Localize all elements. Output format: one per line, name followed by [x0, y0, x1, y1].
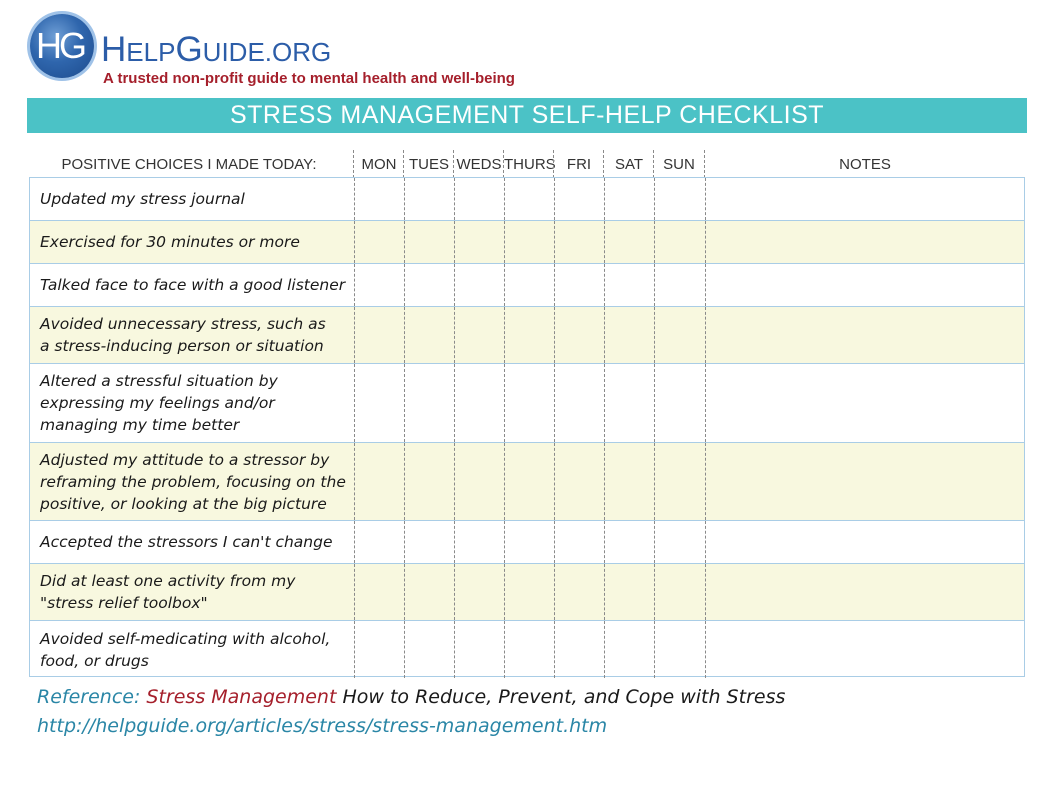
checklist-row [30, 307, 1024, 364]
checklist-row [30, 178, 1024, 221]
column-divider [354, 264, 355, 306]
day-checkbox-cell-weds[interactable] [455, 364, 504, 442]
reference-label: Reference: [37, 686, 141, 708]
notes-column-header: NOTES [839, 156, 891, 173]
day-checkbox-cell-sat[interactable] [605, 264, 654, 306]
day-checkbox-cell-sat[interactable] [605, 178, 654, 220]
day-checkbox-cell-thurs[interactable] [505, 307, 554, 363]
column-divider [654, 564, 655, 620]
day-checkbox-cell-weds[interactable] [455, 564, 504, 620]
column-divider [503, 150, 504, 178]
column-divider [654, 443, 655, 520]
day-header-tues: TUES [408, 156, 449, 173]
day-checkbox-cell-mon[interactable] [355, 178, 404, 220]
column-divider [404, 178, 405, 220]
helpguide-logo [30, 14, 94, 78]
column-divider [653, 150, 654, 178]
column-divider [554, 564, 555, 620]
column-divider [504, 364, 505, 442]
day-checkbox-cell-weds[interactable] [455, 521, 504, 563]
column-divider [554, 521, 555, 563]
day-checkbox-cell-tues[interactable] [405, 221, 454, 263]
checklist-row [30, 443, 1024, 521]
day-checkbox-cell-sun[interactable] [655, 221, 705, 263]
column-divider [504, 521, 505, 563]
day-checkbox-cell-mon[interactable] [355, 443, 404, 520]
checklist-item-label: Accepted the stressors I can't change [40, 533, 333, 551]
checklist-row [30, 221, 1024, 264]
column-divider [604, 264, 605, 306]
day-checkbox-cell-tues[interactable] [405, 564, 454, 620]
column-divider [354, 364, 355, 442]
column-divider [654, 178, 655, 220]
column-divider [705, 521, 706, 563]
column-divider [404, 221, 405, 263]
tagline: A trusted non-profit guide to mental health and well-being [103, 70, 515, 87]
checklist-item-label: Avoided unnecessary stress, such as a stress-inducing person or situation [40, 315, 326, 355]
column-divider [654, 364, 655, 442]
day-checkbox-cell-sat[interactable] [605, 364, 654, 442]
day-checkbox-cell-thurs[interactable] [505, 264, 554, 306]
column-divider [705, 621, 706, 678]
column-divider [603, 150, 604, 178]
day-checkbox-cell-sat[interactable] [605, 307, 654, 363]
day-checkbox-cell-mon[interactable] [355, 621, 404, 678]
column-divider [705, 443, 706, 520]
column-divider [504, 307, 505, 363]
day-checkbox-cell-mon[interactable] [355, 307, 404, 363]
column-divider [705, 178, 706, 220]
day-checkbox-cell-fri[interactable] [555, 264, 604, 306]
day-checkbox-cell-fri[interactable] [555, 564, 604, 620]
column-divider [504, 443, 505, 520]
day-checkbox-cell-fri[interactable] [555, 621, 604, 678]
notes-cell[interactable] [706, 521, 1024, 563]
column-divider [454, 178, 455, 220]
column-divider [604, 521, 605, 563]
column-divider [654, 221, 655, 263]
day-checkbox-cell-mon[interactable] [355, 364, 404, 442]
checklist-row [30, 364, 1024, 443]
column-divider [604, 178, 605, 220]
day-checkbox-cell-sun[interactable] [655, 178, 705, 220]
day-checkbox-cell-weds[interactable] [455, 264, 504, 306]
day-checkbox-cell-weds[interactable] [455, 178, 504, 220]
day-checkbox-cell-mon[interactable] [355, 264, 404, 306]
notes-cell[interactable] [706, 307, 1024, 363]
column-divider [404, 621, 405, 678]
column-divider [404, 264, 405, 306]
column-divider [504, 178, 505, 220]
column-divider [454, 621, 455, 678]
column-divider [604, 621, 605, 678]
checklist-item-label: Talked face to face with a good listener [40, 276, 346, 294]
day-checkbox-cell-fri[interactable] [555, 221, 604, 263]
column-divider [454, 521, 455, 563]
reference-description: How to Reduce, Prevent, and Cope with Stress [342, 686, 786, 708]
checklist-item-label: Altered a stressful situation by expressing my feelings and/or managing my time better [40, 372, 278, 434]
day-checkbox-cell-weds[interactable] [455, 621, 504, 678]
column-divider [654, 521, 655, 563]
day-checkbox-cell-thurs[interactable] [505, 221, 554, 263]
column-divider [554, 264, 555, 306]
column-divider [554, 178, 555, 220]
column-divider [404, 443, 405, 520]
day-checkbox-cell-sat[interactable] [605, 521, 654, 563]
day-checkbox-cell-fri[interactable] [555, 178, 604, 220]
notes-cell[interactable] [706, 564, 1024, 620]
column-divider [553, 150, 554, 178]
column-divider [454, 307, 455, 363]
day-checkbox-cell-sun[interactable] [655, 443, 705, 520]
notes-cell[interactable] [706, 264, 1024, 306]
reference-line [37, 686, 785, 708]
column-divider [705, 264, 706, 306]
reference-link[interactable]: Stress Management [146, 686, 337, 708]
day-checkbox-cell-weds[interactable] [455, 221, 504, 263]
column-divider [354, 443, 355, 520]
notes-cell[interactable] [706, 178, 1024, 220]
column-divider [354, 621, 355, 678]
column-divider [604, 221, 605, 263]
day-checkbox-cell-thurs[interactable] [505, 564, 554, 620]
column-divider [705, 364, 706, 442]
day-header-thurs: THURS [504, 156, 556, 173]
checklist-row [30, 621, 1024, 678]
day-checkbox-cell-fri[interactable] [555, 307, 604, 363]
column-divider [504, 264, 505, 306]
choices-column-header: POSITIVE CHOICES I MADE TODAY: [61, 156, 317, 173]
day-header-weds: WEDS [456, 156, 502, 173]
page-title: STRESS MANAGEMENT SELF-HELP CHECKLIST [27, 98, 1027, 133]
day-checkbox-cell-thurs[interactable] [505, 443, 554, 520]
column-divider [504, 564, 505, 620]
notes-cell[interactable] [706, 621, 1024, 678]
day-checkbox-cell-sat[interactable] [605, 221, 654, 263]
day-checkbox-cell-sat[interactable] [605, 564, 654, 620]
checklist-item-label: Updated my stress journal [40, 190, 245, 208]
day-header-mon: MON [361, 156, 397, 173]
column-divider [554, 307, 555, 363]
checklist-row [30, 264, 1024, 307]
column-divider [454, 264, 455, 306]
day-checkbox-cell-weds[interactable] [455, 307, 504, 363]
brand-name: HELPGUIDE.ORG [101, 30, 332, 69]
day-checkbox-cell-sun[interactable] [655, 564, 705, 620]
checklist-row [30, 564, 1024, 621]
column-divider [454, 443, 455, 520]
column-divider [604, 307, 605, 363]
checklist-item-label: Exercised for 30 minutes or more [40, 233, 300, 251]
column-divider [554, 221, 555, 263]
day-checkbox-cell-sun[interactable] [655, 521, 705, 563]
day-checkbox-cell-mon[interactable] [355, 221, 404, 263]
day-checkbox-cell-fri[interactable] [555, 443, 604, 520]
day-checkbox-cell-tues[interactable] [405, 364, 454, 442]
column-divider [404, 307, 405, 363]
day-checkbox-cell-mon[interactable] [355, 521, 404, 563]
column-divider [454, 564, 455, 620]
day-checkbox-cell-tues[interactable] [405, 443, 454, 520]
day-checkbox-cell-tues[interactable] [405, 521, 454, 563]
day-checkbox-cell-tues[interactable] [405, 178, 454, 220]
day-checkbox-cell-tues[interactable] [405, 264, 454, 306]
column-divider [705, 307, 706, 363]
column-divider [353, 150, 354, 178]
column-divider [354, 521, 355, 563]
day-checkbox-cell-sun[interactable] [655, 621, 705, 678]
day-checkbox-cell-thurs[interactable] [505, 521, 554, 563]
column-divider [705, 564, 706, 620]
day-checkbox-cell-mon[interactable] [355, 564, 404, 620]
notes-cell[interactable] [706, 443, 1024, 520]
day-checkbox-cell-tues[interactable] [405, 307, 454, 363]
column-divider [354, 307, 355, 363]
day-checkbox-cell-sun[interactable] [655, 264, 705, 306]
checklist-item-label: Did at least one activity from my "stress relief toolbox" [40, 572, 296, 612]
day-checkbox-cell-sun[interactable] [655, 307, 705, 363]
column-divider [354, 221, 355, 263]
column-divider [554, 621, 555, 678]
column-divider [354, 564, 355, 620]
column-divider [705, 221, 706, 263]
column-divider [454, 364, 455, 442]
column-divider [654, 307, 655, 363]
checklist-table [29, 177, 1025, 677]
column-divider [554, 443, 555, 520]
column-divider [654, 264, 655, 306]
column-divider [454, 221, 455, 263]
column-divider [604, 443, 605, 520]
column-divider [604, 564, 605, 620]
day-checkbox-cell-thurs[interactable] [505, 364, 554, 442]
notes-cell[interactable] [706, 221, 1024, 263]
day-header-sun: SUN [663, 156, 695, 173]
day-checkbox-cell-sat[interactable] [605, 621, 654, 678]
reference-url[interactable]: http://helpguide.org/articles/stress/stress-management.htm [37, 715, 608, 737]
column-divider [504, 621, 505, 678]
notes-cell[interactable] [706, 364, 1024, 442]
day-checkbox-cell-fri[interactable] [555, 521, 604, 563]
column-divider [554, 364, 555, 442]
column-divider [403, 150, 404, 178]
day-checkbox-cell-thurs[interactable] [505, 621, 554, 678]
day-checkbox-cell-fri[interactable] [555, 364, 604, 442]
column-divider [404, 364, 405, 442]
checklist-item-label: Adjusted my attitude to a stressor by reframing the problem, focusing on the positive, or looking at the big picture [40, 450, 346, 513]
day-header-sat: SAT [614, 156, 644, 173]
column-divider [704, 150, 705, 178]
day-checkbox-cell-tues[interactable] [405, 621, 454, 678]
logo-mark: HG [36, 25, 84, 66]
column-divider [404, 564, 405, 620]
column-divider [404, 521, 405, 563]
column-divider [504, 221, 505, 263]
day-checkbox-cell-sat[interactable] [605, 443, 654, 520]
column-divider [604, 364, 605, 442]
column-divider [654, 621, 655, 678]
day-header-fri: FRI [566, 156, 592, 173]
day-checkbox-cell-weds[interactable] [455, 443, 504, 520]
day-checkbox-cell-thurs[interactable] [505, 178, 554, 220]
day-checkbox-cell-sun[interactable] [655, 364, 705, 442]
checklist-row [30, 521, 1024, 564]
checklist-item-label: Avoided self-medicating with alcohol, food, or drugs [40, 629, 331, 670]
column-divider [453, 150, 454, 178]
column-divider [354, 178, 355, 220]
